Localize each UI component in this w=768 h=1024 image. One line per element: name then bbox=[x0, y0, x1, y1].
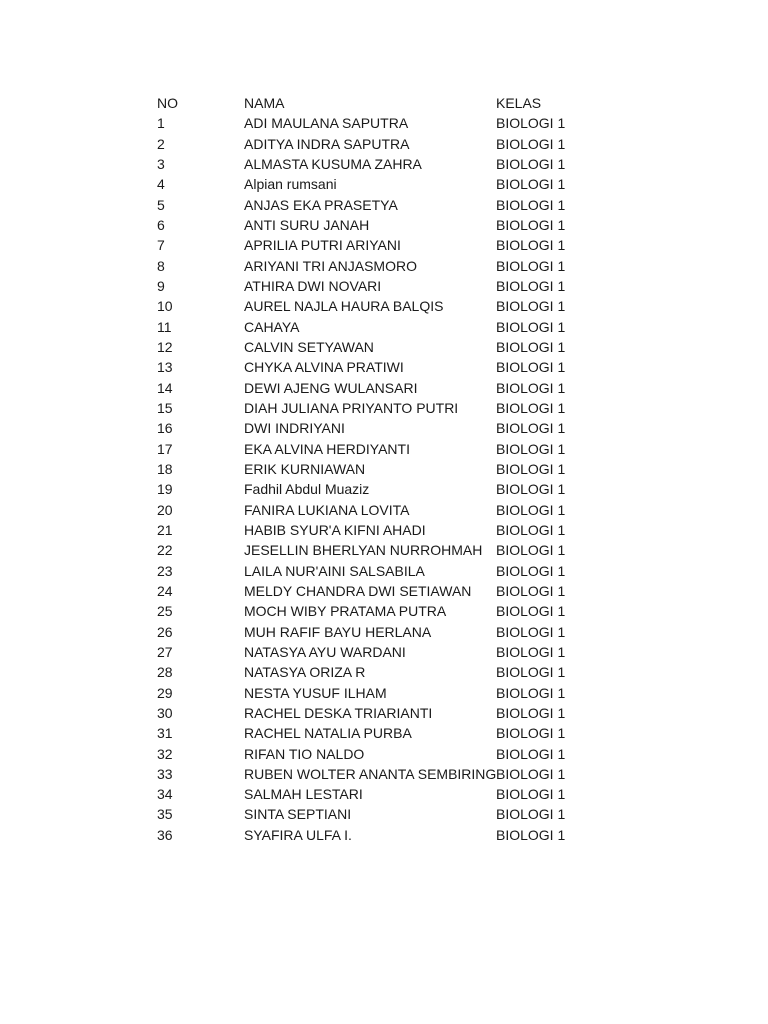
cell-no: 27 bbox=[157, 643, 173, 660]
cell-nama: CHYKA ALVINA PRATIWI bbox=[244, 359, 404, 376]
cell-kelas: BIOLOGI 1 bbox=[496, 176, 566, 193]
cell-kelas: BIOLOGI 1 bbox=[496, 338, 566, 355]
cell-kelas: BIOLOGI 1 bbox=[496, 582, 566, 599]
cell-no: 15 bbox=[157, 399, 173, 416]
cell-nama: ADITYA INDRA SAPUTRA bbox=[244, 135, 410, 152]
cell-no: 3 bbox=[157, 155, 165, 172]
cell-nama: SYAFIRA ULFA I. bbox=[244, 826, 352, 843]
cell-no: 13 bbox=[157, 359, 173, 376]
cell-kelas: BIOLOGI 1 bbox=[496, 216, 566, 233]
cell-kelas: BIOLOGI 1 bbox=[496, 643, 566, 660]
cell-nama: ADI MAULANA SAPUTRA bbox=[244, 115, 409, 132]
cell-nama: ERIK KURNIAWAN bbox=[244, 460, 366, 477]
cell-nama: RUBEN WOLTER ANANTA SEMBIRING bbox=[244, 765, 497, 782]
cell-nama: Fadhil Abdul Muaziz bbox=[244, 481, 370, 498]
cell-kelas: BIOLOGI 1 bbox=[496, 460, 566, 477]
cell-kelas: BIOLOGI 1 bbox=[496, 562, 566, 579]
cell-nama: AUREL NAJLA HAURA BALQIS bbox=[244, 298, 444, 315]
cell-no: 23 bbox=[157, 562, 173, 579]
cell-kelas: BIOLOGI 1 bbox=[496, 420, 566, 437]
cell-no: 17 bbox=[157, 440, 173, 457]
cell-no: 10 bbox=[157, 298, 173, 315]
column-header-nama: NAMA bbox=[244, 95, 285, 111]
cell-kelas: BIOLOGI 1 bbox=[496, 664, 566, 681]
cell-no: 20 bbox=[157, 501, 173, 518]
cell-nama: ANJAS EKA PRASETYA bbox=[244, 196, 398, 213]
cell-nama: NATASYA ORIZA R bbox=[244, 664, 366, 681]
cell-nama: NESTA YUSUF ILHAM bbox=[244, 684, 387, 701]
cell-kelas: BIOLOGI 1 bbox=[496, 359, 566, 376]
cell-nama: Alpian rumsani bbox=[244, 176, 337, 193]
cell-no: 2 bbox=[157, 135, 165, 152]
cell-kelas: BIOLOGI 1 bbox=[496, 318, 566, 335]
cell-nama: ARIYANI TRI ANJASMORO bbox=[244, 257, 417, 274]
cell-kelas: BIOLOGI 1 bbox=[496, 440, 566, 457]
cell-no: 9 bbox=[157, 277, 165, 294]
cell-nama: RACHEL NATALIA PURBA bbox=[244, 725, 412, 742]
cell-kelas: BIOLOGI 1 bbox=[496, 603, 566, 620]
cell-no: 11 bbox=[157, 318, 172, 335]
column-header-kelas: KELAS bbox=[496, 95, 542, 111]
cell-kelas: BIOLOGI 1 bbox=[496, 704, 566, 721]
cell-no: 12 bbox=[157, 338, 173, 355]
cell-kelas: BIOLOGI 1 bbox=[496, 501, 566, 518]
cell-nama: DEWI AJENG WULANSARI bbox=[244, 379, 418, 396]
cell-nama: APRILIA PUTRI ARIYANI bbox=[244, 237, 401, 254]
cell-no: 18 bbox=[157, 460, 173, 477]
cell-no: 32 bbox=[157, 745, 173, 762]
cell-nama: MOCH WIBY PRATAMA PUTRA bbox=[244, 603, 447, 620]
cell-nama: RIFAN TIO NALDO bbox=[244, 745, 365, 762]
cell-nama: SINTA SEPTIANI bbox=[244, 806, 352, 823]
cell-no: 4 bbox=[157, 176, 165, 193]
cell-no: 8 bbox=[157, 257, 165, 274]
cell-nama: MUH RAFIF BAYU HERLANA bbox=[244, 623, 432, 640]
cell-kelas: BIOLOGI 1 bbox=[496, 725, 566, 742]
cell-no: 30 bbox=[157, 704, 173, 721]
cell-kelas: BIOLOGI 1 bbox=[496, 623, 566, 640]
cell-kelas: BIOLOGI 1 bbox=[496, 806, 566, 823]
cell-nama: JESELLIN BHERLYAN NURROHMAH bbox=[244, 542, 483, 559]
cell-no: 1 bbox=[157, 115, 165, 132]
cell-no: 19 bbox=[157, 481, 173, 498]
cell-nama: CAHAYA bbox=[244, 318, 300, 335]
cell-no: 26 bbox=[157, 623, 173, 640]
cell-kelas: BIOLOGI 1 bbox=[496, 237, 566, 254]
cell-nama: NATASYA AYU WARDANI bbox=[244, 643, 406, 660]
cell-nama: MELDY CHANDRA DWI SETIAWAN bbox=[244, 582, 472, 599]
cell-no: 7 bbox=[157, 237, 165, 254]
cell-no: 34 bbox=[157, 786, 173, 803]
cell-kelas: BIOLOGI 1 bbox=[496, 135, 566, 152]
cell-kelas: BIOLOGI 1 bbox=[496, 521, 566, 538]
cell-kelas: BIOLOGI 1 bbox=[496, 399, 566, 416]
cell-no: 25 bbox=[157, 603, 173, 620]
cell-nama: FANIRA LUKIANA LOVITA bbox=[244, 501, 410, 518]
cell-no: 21 bbox=[157, 521, 173, 538]
cell-kelas: BIOLOGI 1 bbox=[496, 481, 566, 498]
column-header-no: NO bbox=[157, 95, 178, 111]
cell-nama: ALMASTA KUSUMA ZAHRA bbox=[244, 155, 422, 172]
cell-no: 35 bbox=[157, 806, 173, 823]
cell-kelas: BIOLOGI 1 bbox=[496, 542, 566, 559]
cell-nama: DIAH JULIANA PRIYANTO PUTRI bbox=[244, 399, 459, 416]
cell-kelas: BIOLOGI 1 bbox=[496, 298, 566, 315]
cell-kelas: BIOLOGI 1 bbox=[496, 155, 566, 172]
cell-nama: SALMAH LESTARI bbox=[244, 786, 363, 803]
cell-no: 24 bbox=[157, 582, 173, 599]
cell-no: 33 bbox=[157, 765, 173, 782]
cell-nama: HABIB SYUR'A KIFNI AHADI bbox=[244, 521, 426, 538]
cell-kelas: BIOLOGI 1 bbox=[496, 745, 566, 762]
cell-nama: ANTI SURU JANAH bbox=[244, 216, 370, 233]
cell-nama: RACHEL DESKA TRIARIANTI bbox=[244, 704, 433, 721]
cell-nama: CALVIN SETYAWAN bbox=[244, 338, 374, 355]
cell-no: 6 bbox=[157, 216, 165, 233]
cell-no: 28 bbox=[157, 664, 173, 681]
cell-no: 14 bbox=[157, 379, 173, 396]
cell-no: 29 bbox=[157, 684, 173, 701]
cell-kelas: BIOLOGI 1 bbox=[496, 277, 566, 294]
cell-no: 36 bbox=[157, 826, 173, 843]
cell-nama: DWI INDRIYANI bbox=[244, 420, 345, 437]
cell-nama: EKA ALVINA HERDIYANTI bbox=[244, 440, 410, 457]
cell-kelas: BIOLOGI 1 bbox=[496, 765, 566, 782]
cell-nama: LAILA NUR'AINI SALSABILA bbox=[244, 562, 425, 579]
cell-no: 22 bbox=[157, 542, 173, 559]
cell-no: 16 bbox=[157, 420, 173, 437]
cell-no: 5 bbox=[157, 196, 165, 213]
cell-kelas: BIOLOGI 1 bbox=[496, 196, 566, 213]
cell-kelas: BIOLOGI 1 bbox=[496, 786, 566, 803]
cell-kelas: BIOLOGI 1 bbox=[496, 115, 566, 132]
cell-kelas: BIOLOGI 1 bbox=[496, 379, 566, 396]
cell-no: 31 bbox=[157, 725, 173, 742]
cell-kelas: BIOLOGI 1 bbox=[496, 684, 566, 701]
cell-kelas: BIOLOGI 1 bbox=[496, 257, 566, 274]
cell-nama: ATHIRA DWI NOVARI bbox=[244, 277, 382, 294]
cell-kelas: BIOLOGI 1 bbox=[496, 826, 566, 843]
